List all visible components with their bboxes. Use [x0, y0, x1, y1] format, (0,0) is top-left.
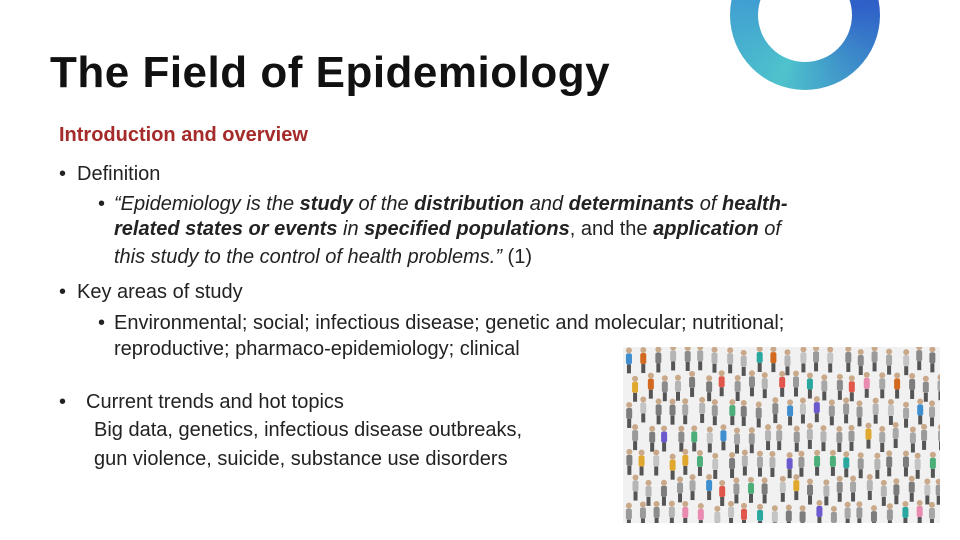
bullet-dot: • [59, 163, 67, 185]
slide-title: The Field of Epidemiology [50, 48, 611, 97]
trends-line-2: gun violence, suicide, substance use disorders [94, 448, 508, 470]
sub-bullet-dot: • [98, 312, 106, 334]
key-areas-line-2: reproductive; pharmaco-epidemiology; clinical [114, 338, 520, 360]
quote-line-3: this study to the control of health problems.” (1) [114, 246, 532, 268]
bullet-definition: Definition [77, 163, 161, 185]
bullet-key-areas: Key areas of study [77, 281, 243, 303]
bullet-dot: • [59, 391, 67, 413]
crowd-illustration [623, 347, 940, 523]
quote-line-1: “Epidemiology is the study of the distribution and determinants of health- [114, 193, 788, 215]
quote-line-2: related states or events in specified populations, and the application of [114, 218, 781, 240]
section-subtitle: Introduction and overview [59, 124, 308, 146]
sub-bullet-dot: • [98, 193, 106, 215]
trends-line-1: Big data, genetics, infectious disease outbreaks, [94, 419, 523, 441]
bullet-trends: Current trends and hot topics [86, 391, 344, 413]
decorative-ring [730, 0, 880, 90]
key-areas-line-1: Environmental; social; infectious disease; genetic and molecular; nutritional; [114, 312, 785, 334]
crowd-image [623, 347, 940, 523]
bullet-dot: • [59, 281, 67, 303]
